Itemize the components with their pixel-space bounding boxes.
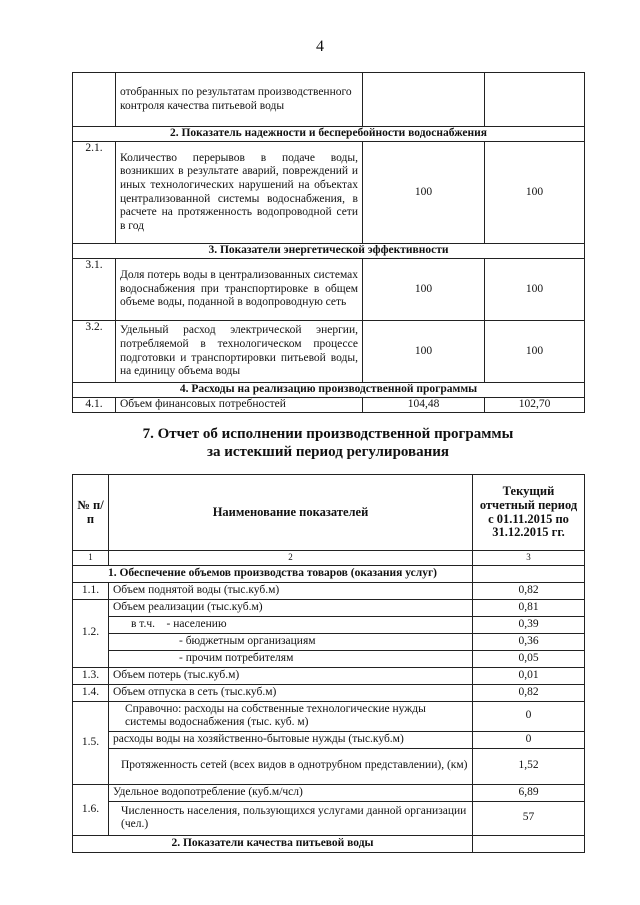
row-text: Количество перерывов в подаче воды, возникших в результате аварий, повреждений и иных технологических нарушений на объектах централизованной системы водоснабжения, в расчете на протяженность водопроводной сети в год	[116, 142, 363, 244]
heading-line: за истекший период регулирования	[206, 444, 450, 460]
row-text: Объем финансовых потребностей	[116, 398, 363, 413]
table-row	[73, 321, 585, 383]
row-text: - населению	[166, 617, 227, 630]
table-row	[73, 599, 585, 616]
row-value: 102,70	[485, 398, 585, 413]
indicators-table	[72, 72, 585, 413]
row-value: 0,81	[473, 599, 585, 616]
row-text: Объем отпуска в сеть (тыс.куб.м)	[109, 684, 473, 701]
section-heading	[72, 425, 584, 461]
table-row	[73, 801, 585, 835]
row-value: 0,39	[473, 616, 585, 633]
column-number: 3	[473, 551, 585, 566]
row-value: 100	[363, 321, 485, 383]
table-row	[73, 731, 585, 748]
row-number: 1.5.	[73, 701, 109, 784]
row-number: 1.3.	[73, 667, 109, 684]
section-title: 3. Показатели энергетической эффективности	[73, 244, 585, 259]
row-number: 2.1.	[73, 142, 116, 244]
row-value: 100	[485, 142, 585, 244]
section-row	[73, 835, 585, 852]
section-row	[73, 244, 585, 259]
section-title: 2. Показатели качества питьевой воды	[73, 835, 473, 852]
table-row	[73, 616, 585, 633]
row-value: 104,48	[363, 398, 485, 413]
row-value: 0,82	[473, 582, 585, 599]
row-value: 100	[363, 259, 485, 321]
row-value: 0,36	[473, 633, 585, 650]
row-value: 0,05	[473, 650, 585, 667]
row-number: 4.1.	[73, 398, 116, 413]
table-row	[73, 73, 585, 127]
row-number: 1.1.	[73, 582, 109, 599]
row-text: - бюджетным организациям	[109, 633, 473, 650]
table-row	[73, 633, 585, 650]
section-row	[73, 565, 585, 582]
row-value: 0	[473, 731, 585, 748]
header-num: № п/п	[73, 475, 109, 551]
table-row	[73, 784, 585, 801]
table-row	[73, 142, 585, 244]
table-row	[73, 650, 585, 667]
row-value: 0	[473, 701, 585, 731]
table-row	[73, 701, 585, 731]
header-row	[73, 475, 585, 551]
page-number: 4	[316, 38, 324, 55]
row-text: Удельный расход электрической энергии, потребляемой в технологическом процессе подготовки и транспортировки питьевой воды, на единицу объема воды	[116, 321, 363, 383]
row-text: Объем реализации (тыс.куб.м)	[109, 599, 473, 616]
row-text: Справочно: расходы на собственные технологические нужды системы водоснабжения (тыс. куб. м)	[109, 701, 473, 731]
row-text: - прочим потребителям	[109, 650, 473, 667]
row-prefix: в т.ч.	[131, 617, 155, 630]
column-numbers-row	[73, 551, 585, 566]
table-row	[73, 667, 585, 684]
table-row	[73, 684, 585, 701]
row-text: Объем потерь (тыс.куб.м)	[109, 667, 473, 684]
report-table	[72, 474, 585, 853]
section-title: 2. Показатель надежности и бесперебойности водоснабжения	[73, 127, 585, 142]
row-number: 1.4.	[73, 684, 109, 701]
table-row	[73, 259, 585, 321]
row-value: 0,82	[473, 684, 585, 701]
table-row	[73, 582, 585, 599]
row-value: 6,89	[473, 784, 585, 801]
section-row	[73, 383, 585, 398]
row-value: 0,01	[473, 667, 585, 684]
row-value: 100	[485, 321, 585, 383]
row-value: 57	[473, 801, 585, 835]
header-period: Текущий отчетный период с 01.11.2015 по 31.12.2015 гг.	[473, 475, 585, 551]
heading-line: 7. Отчет об исполнении производственной программы	[142, 426, 514, 442]
section-row	[73, 127, 585, 142]
row-text: отобранных по результатам производственного контроля качества питьевой воды	[116, 73, 363, 127]
row-text: Удельное водопотребление (куб.м/чсл)	[109, 784, 473, 801]
row-number: 1.6.	[73, 784, 109, 835]
header-name: Наименование показателей	[109, 475, 473, 551]
row-number: 3.1.	[73, 259, 116, 321]
row-value: 100	[363, 142, 485, 244]
column-number: 1	[73, 551, 109, 566]
column-number: 2	[109, 551, 473, 566]
section-title: 4. Расходы на реализацию производственной программы	[73, 383, 585, 398]
section-title: 1. Обеспечение объемов производства товаров (оказания услуг)	[73, 565, 473, 582]
row-value: 1,52	[473, 748, 585, 784]
row-text: расходы воды на хозяйственно-бытовые нужды (тыс.куб.м)	[109, 731, 473, 748]
table-row	[73, 398, 585, 413]
row-text: Доля потерь воды в централизованных системах водоснабжения при транспортировке в общем объеме воды, поданной в водопроводную сеть	[116, 259, 363, 321]
row-text: Объем поднятой воды (тыс.куб.м)	[109, 582, 473, 599]
row-number: 3.2.	[73, 321, 116, 383]
row-number: 1.2.	[73, 599, 109, 667]
table-row	[73, 748, 585, 784]
row-text: Численность населения, пользующихся услугами данной организации (чел.)	[109, 801, 473, 835]
row-value: 100	[485, 259, 585, 321]
row-text: Протяженность сетей (всех видов в однотрубном представлении), (км)	[109, 748, 473, 784]
